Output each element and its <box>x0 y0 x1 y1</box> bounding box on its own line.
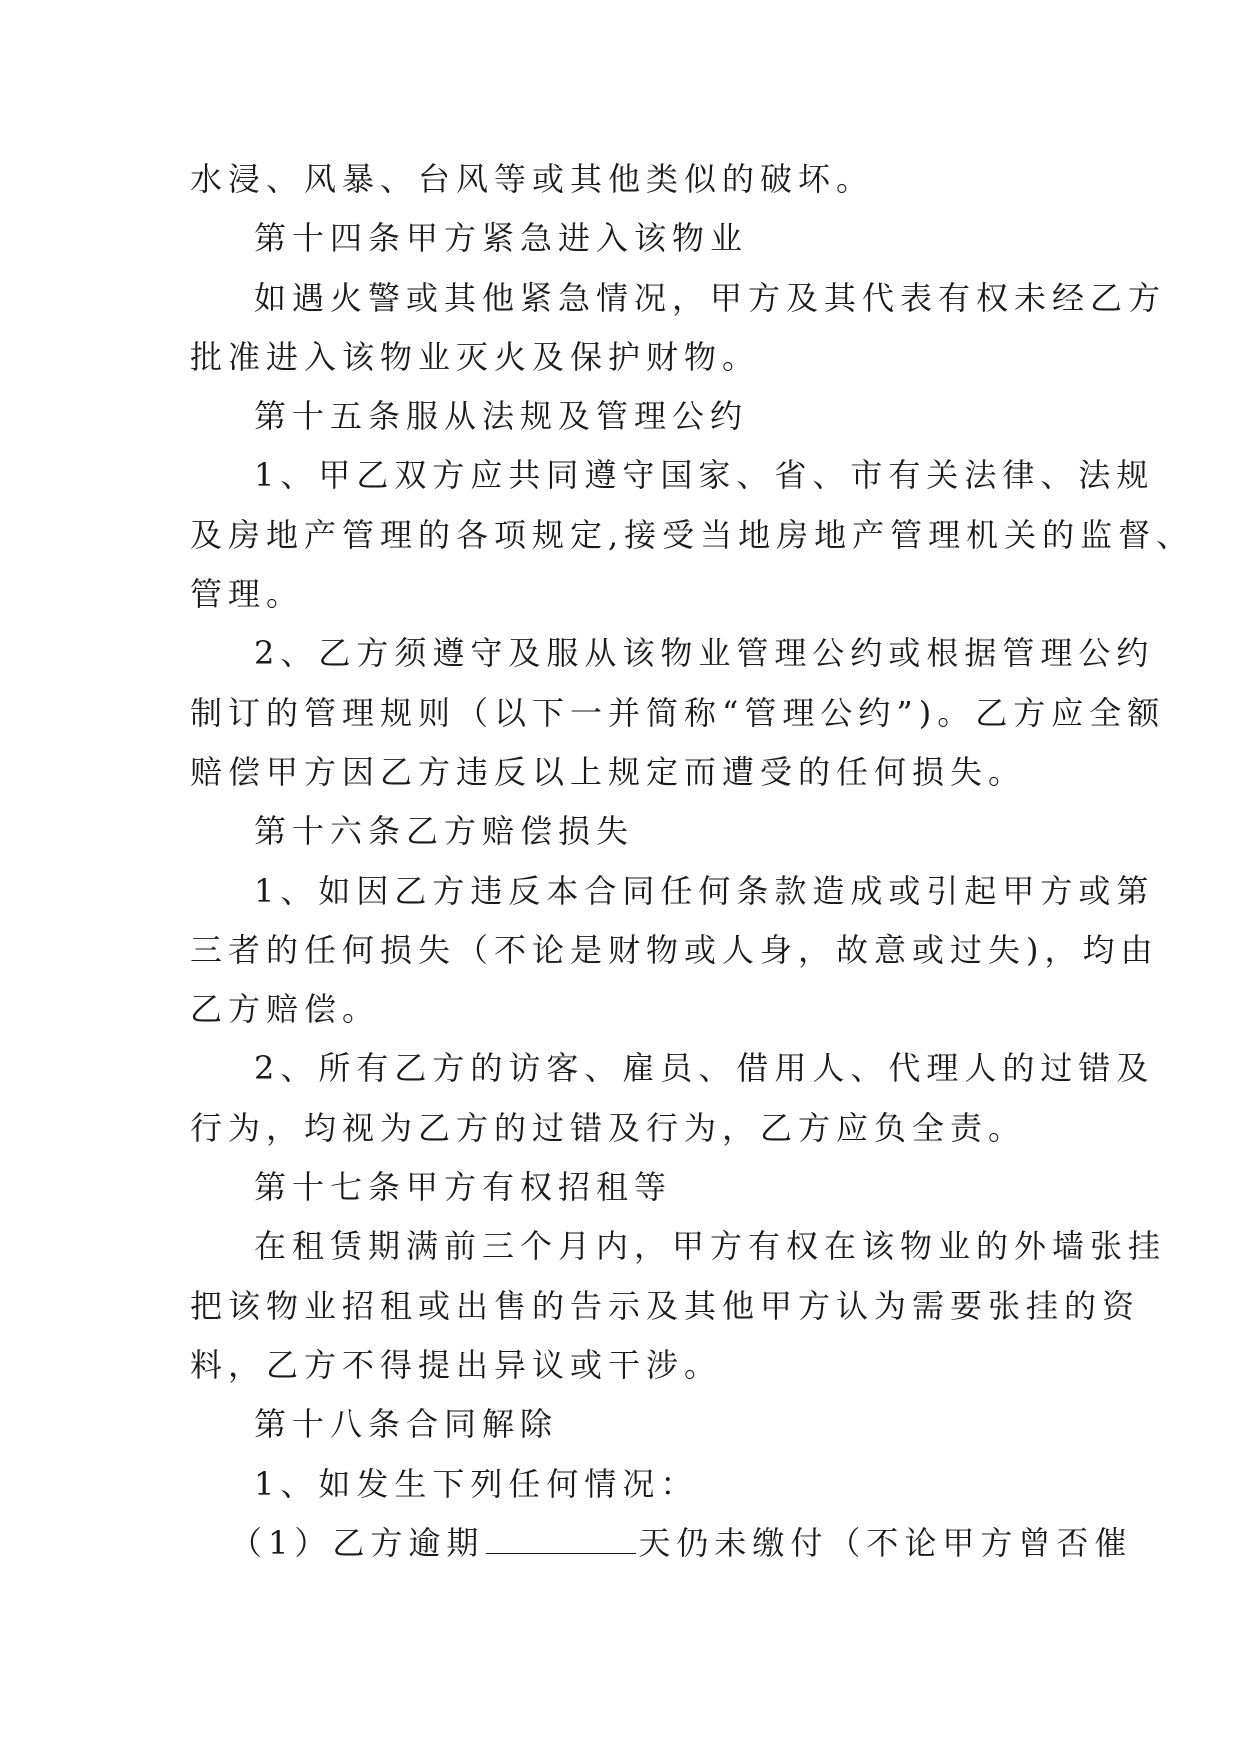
paragraph-line: 批准进入该物业灭火及保护财物。 <box>190 337 761 376</box>
article-heading-16: 第十六条乙方赔偿损失 <box>254 812 635 851</box>
paragraph-line: 制订的管理规则（以下一并简称“管理公约”)。乙方应全额 <box>190 693 1166 732</box>
article-heading-14: 第十四条甲方紧急进入该物业 <box>254 219 749 258</box>
paragraph-line: 把该物业招租或出售的告示及其他甲方认为需要张挂的资 <box>190 1286 1141 1325</box>
paragraph-line: 2、所有乙方的访客、雇员、借用人、代理人的过错及 <box>254 1049 1155 1088</box>
paragraph-line: 赔偿甲方因乙方违反以上规定而遭受的任何损失。 <box>190 752 1027 791</box>
article-heading-18: 第十八条合同解除 <box>254 1405 559 1444</box>
article-heading-15: 第十五条服从法规及管理公约 <box>254 397 749 436</box>
paragraph-line: 乙方赔偿。 <box>190 990 381 1029</box>
line-text-before-blank: （1）乙方逾期 <box>230 1523 485 1562</box>
paragraph-line: 1、如因乙方违反本合同任何条款造成或引起甲方或第 <box>254 871 1155 910</box>
paragraph-line: 如遇火警或其他紧急情况，甲方及其代表有权未经乙方 <box>254 278 1167 317</box>
article-heading-17: 第十七条甲方有权招租等 <box>254 1168 673 1207</box>
line-text-after-blank: 天仍未缴付（不论甲方曾否催 <box>638 1523 1133 1562</box>
paragraph-line: 1、如发生下列任何情况： <box>254 1464 699 1503</box>
paragraph-line: 1、甲乙双方应共同遵守国家、省、市有关法律、法规 <box>254 456 1155 495</box>
paragraph-line: 及房地产管理的各项规定,接受当地房地产管理机关的监督、 <box>190 515 1195 554</box>
fill-in-blank <box>486 1523 636 1554</box>
paragraph-line: 行为，均视为乙方的过错及行为，乙方应负全责。 <box>190 1108 1027 1147</box>
paragraph-line: 三者的任何损失（不论是财物或人身，故意或过失)，均由 <box>190 930 1159 969</box>
paragraph-line: 料，乙方不得提出异议或干涉。 <box>190 1345 723 1384</box>
paragraph-line-with-blank <box>190 1514 1133 1573</box>
document-body <box>190 150 1195 1573</box>
paragraph-line: 管理。 <box>190 575 305 614</box>
paragraph-line: 2、乙方须遵守及服从该物业管理公约或根据管理公约 <box>254 634 1155 673</box>
paragraph-line: 在租赁期满前三个月内，甲方有权在该物业的外墙张挂 <box>254 1227 1167 1266</box>
paragraph-line: 水浸、风暴、台风等或其他类似的破坏。 <box>190 160 875 198</box>
